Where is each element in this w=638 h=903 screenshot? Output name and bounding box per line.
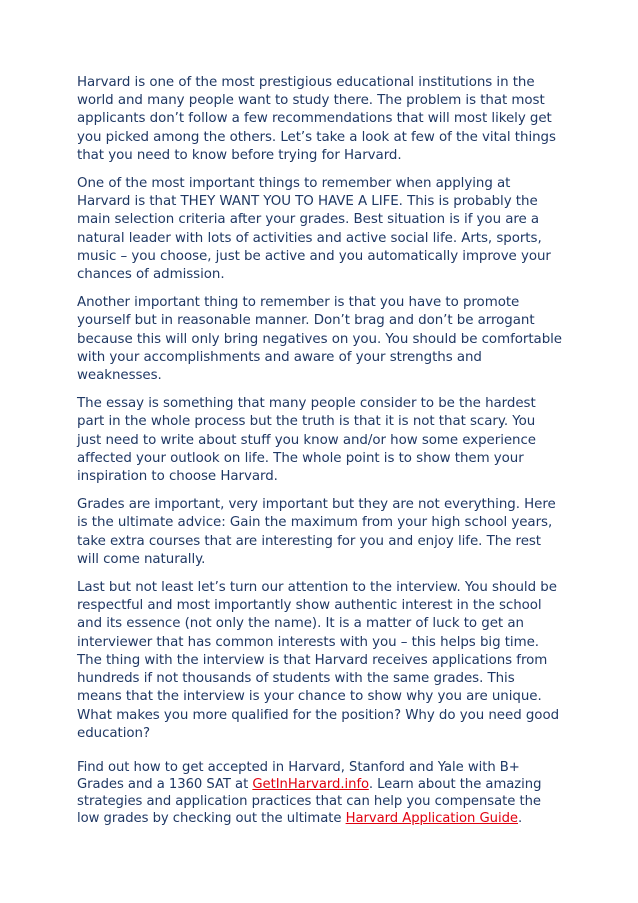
getinharvard-link[interactable]: GetInHarvard.info — [252, 776, 369, 792]
paragraph-essay: The essay is something that many people consider to be the hardest part in the whole process but the truth is that it is not that scary. You just need to write about stuff you know and/or how some experience affected your outlook on life. The whole point is to show them your inspiration to choose Harvard. — [77, 396, 536, 485]
paragraph-closing — [77, 759, 563, 827]
closing-text-middle: . Learn about the amazing strategies and application practices that can help you compensate the low grades by checking out the ultimate — [77, 776, 542, 826]
paragraph-promote-yourself: Another important thing to remember is that you have to promote yourself but in reasonable manner. Don’t brag and don’t be arrogant because this will only bring negatives on you. You should be comfortable with your accomplishments and aware of your strengths and weaknesses. — [77, 295, 563, 384]
closing-text-start: Find out how to get accepted in Harvard, Stanford and Yale with B+ Grades and a 1360 SAT at — [77, 759, 520, 792]
paragraph-intro: Harvard is one of the most prestigious educational institutions in the world and many people want to study there. The problem is that most applicants don’t follow a few recommendations that will most likely get you picked among the others. Let’s take a look at few of the vital things that you need to know before trying for Harvard. — [77, 75, 556, 163]
paragraph-have-a-life: One of the most important things to remember when applying at Harvard is that THEY WANT YOU TO HAVE A LIFE. This is probably the main selection criteria after your grades. Best situation is if you are a natural leader with lots of activities and active social life. Arts, sports, music – you choose, just be active and you automatically improve your chances of admission. — [77, 176, 551, 283]
closing-text-end: . — [518, 810, 523, 826]
paragraph-interview: Last but not least let’s turn our attention to the interview. You should be respectful and most importantly show authentic interest in the school and its essence (not only the name). It is a matter of luck to get an interviewer that has common interests with you – this helps big time. The thing with the interview is that Harvard receives applications from hundreds if not thousands of students with the same grades. This means that the interview is your chance to show why you are unique. What makes you more qualified for the position? Why do you need good education? — [77, 580, 560, 741]
harvard-application-guide-link[interactable]: Harvard Application Guide — [345, 810, 518, 826]
paragraph-grades: Grades are important, very important but they are not everything. Here is the ultimate advice: Gain the maximum from your high school years, take extra courses that are interesting for you and enjoy life. The rest will come naturally. — [77, 497, 556, 567]
document-body — [77, 74, 563, 837]
